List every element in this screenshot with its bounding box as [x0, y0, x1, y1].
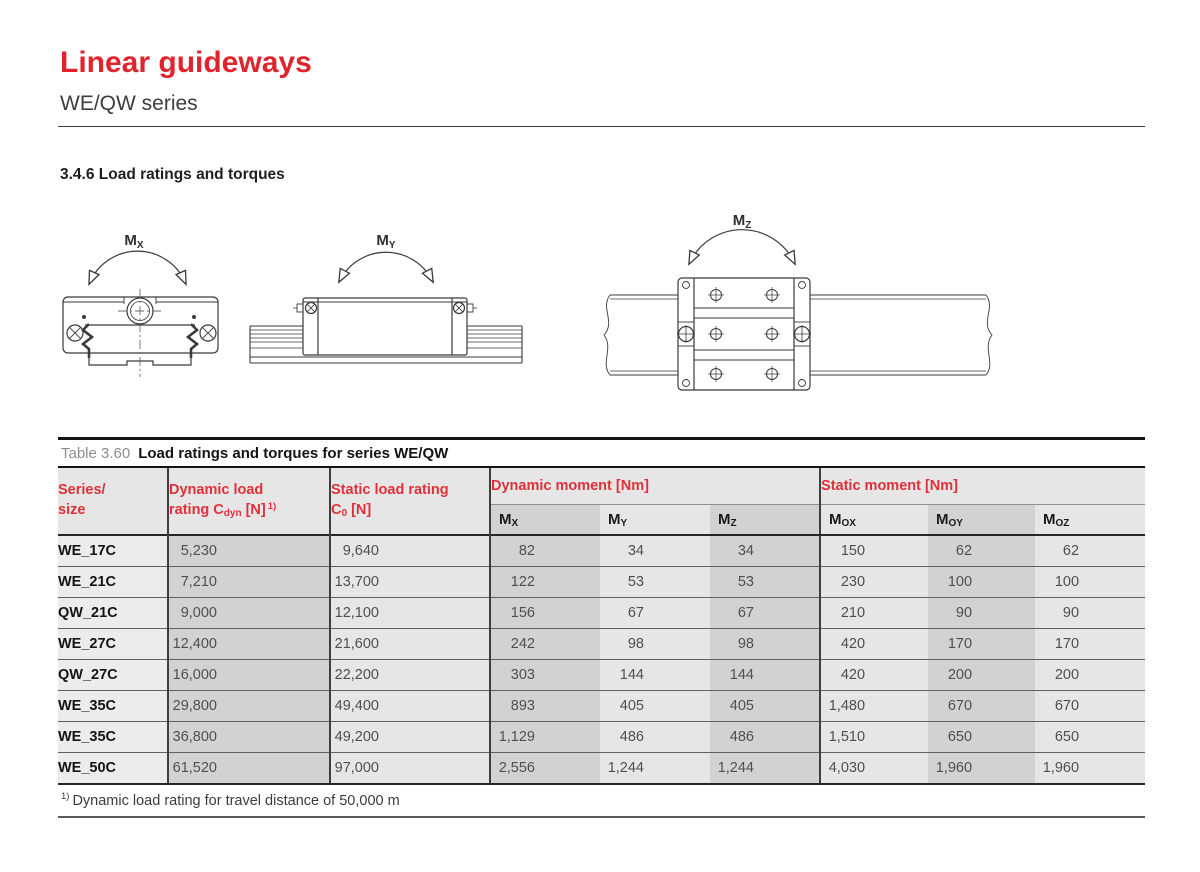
series-cell: WE_17C [58, 535, 168, 567]
value-cell: 5,230 [168, 535, 330, 567]
series-cell: WE_27C [58, 629, 168, 660]
table-row [58, 660, 1145, 691]
value-cell: 230 [820, 567, 928, 598]
rotation-arrow-mx [90, 251, 185, 282]
value-cell: 61,520 [168, 753, 330, 785]
value-cell: 150 [820, 535, 928, 567]
value-cell: 420 [820, 629, 928, 660]
footnote-text: Dynamic load rating for travel distance of 50,000 m [72, 793, 400, 809]
series-cell: WE_50C [58, 753, 168, 785]
value-cell: 13,700 [330, 567, 490, 598]
table-row [58, 567, 1145, 598]
value-cell: 420 [820, 660, 928, 691]
rotation-arrow-my [340, 252, 432, 280]
load-ratings-table [58, 468, 1145, 785]
value-cell: 67 [600, 598, 710, 629]
header-moy: $M_{OY}$ [928, 505, 1035, 536]
rail-break-right [986, 295, 992, 375]
table-row [58, 598, 1145, 629]
value-cell: 122 [490, 567, 600, 598]
value-cell: 9,640 [330, 535, 490, 567]
moment-label-mx: $M_X$ [124, 232, 144, 251]
value-cell: 36,800 [168, 722, 330, 753]
header-dynamic-load-rating: Dynamic load rating $C_{dyn}$ [N] $^{1)}$ [168, 468, 330, 535]
value-cell: 170 [1035, 629, 1145, 660]
value-cell: 7,210 [168, 567, 330, 598]
value-cell: 29,800 [168, 691, 330, 722]
value-cell: 98 [600, 629, 710, 660]
value-cell: 144 [600, 660, 710, 691]
value-cell: 98 [710, 629, 820, 660]
load-ratings-table-block [58, 437, 1145, 818]
value-cell: 34 [600, 535, 710, 567]
value-cell: 49,200 [330, 722, 490, 753]
series-cell: QW_21C [58, 598, 168, 629]
section-heading: 3.4.6 Load ratings and torques [60, 166, 285, 183]
value-cell: 1,960 [1035, 753, 1145, 785]
table-number: Table 3.60 [61, 444, 131, 462]
series-cell: WE_21C [58, 567, 168, 598]
series-cell: WE_35C [58, 691, 168, 722]
value-cell: 16,000 [168, 660, 330, 691]
value-cell: 1,129 [490, 722, 600, 753]
value-cell: 53 [710, 567, 820, 598]
footnote [58, 785, 1145, 818]
value-cell: 4,030 [820, 753, 928, 785]
header-dynamic-moment-group: Dynamic moment [Nm] [490, 468, 820, 505]
footnote-marker: 1) [61, 791, 70, 802]
header-mz: $M_Z$ [710, 505, 820, 536]
value-cell: 405 [600, 691, 710, 722]
rail-break-left [604, 295, 610, 375]
value-cell: 486 [600, 722, 710, 753]
value-cell: 49,400 [330, 691, 490, 722]
series-cell: QW_27C [58, 660, 168, 691]
value-cell: 21,600 [330, 629, 490, 660]
value-cell: 144 [710, 660, 820, 691]
value-cell: 650 [1035, 722, 1145, 753]
grease-nipple-right [467, 304, 473, 312]
page-title: Linear guideways [60, 46, 312, 79]
value-cell: 62 [928, 535, 1035, 567]
diagram-side-view-my [248, 218, 526, 370]
header-static-load-rating: Static load rating $C_0$ [N] [330, 468, 490, 535]
moment-label-my: $M_Y$ [376, 232, 396, 251]
table-row [58, 629, 1145, 660]
value-cell: 97,000 [330, 753, 490, 785]
value-cell: 1,244 [600, 753, 710, 785]
value-cell: 67 [710, 598, 820, 629]
value-cell: 22,200 [330, 660, 490, 691]
header-static-moment-group: Static moment [Nm] [820, 468, 1145, 505]
value-cell: 100 [928, 567, 1035, 598]
value-cell: 200 [1035, 660, 1145, 691]
table-row [58, 691, 1145, 722]
value-cell: 62 [1035, 535, 1145, 567]
value-cell: 1,244 [710, 753, 820, 785]
value-cell: 210 [820, 598, 928, 629]
value-cell: 650 [928, 722, 1035, 753]
value-cell: 34 [710, 535, 820, 567]
header-my: $M_Y$ [600, 505, 710, 536]
value-cell: 90 [928, 598, 1035, 629]
diagram-front-view-mx [58, 218, 233, 383]
value-cell: 1,960 [928, 753, 1035, 785]
value-cell: 200 [928, 660, 1035, 691]
value-cell: 170 [928, 629, 1035, 660]
diagram-top-view-mz [598, 198, 998, 398]
header-divider [58, 126, 1145, 127]
rotation-arrow-mz [690, 230, 794, 262]
grease-nipple-left [297, 304, 303, 312]
table-caption [58, 437, 1145, 468]
header-series-size: Series/ size [58, 468, 168, 535]
carriage-block [293, 298, 477, 355]
series-cell: WE_35C [58, 722, 168, 753]
value-cell: 303 [490, 660, 600, 691]
value-cell: 1,510 [820, 722, 928, 753]
value-cell: 12,400 [168, 629, 330, 660]
value-cell: 242 [490, 629, 600, 660]
table-row [58, 722, 1145, 753]
value-cell: 670 [1035, 691, 1145, 722]
moment-label-mz: $M_Z$ [732, 212, 752, 231]
value-cell: 12,100 [330, 598, 490, 629]
table-row [58, 535, 1145, 567]
value-cell: 9,000 [168, 598, 330, 629]
value-cell: 670 [928, 691, 1035, 722]
page-subtitle: WE/QW series [60, 92, 198, 115]
table-body [58, 535, 1145, 784]
value-cell: 486 [710, 722, 820, 753]
header-mx: $M_X$ [490, 505, 600, 536]
value-cell: 1,480 [820, 691, 928, 722]
value-cell: 100 [1035, 567, 1145, 598]
value-cell: 893 [490, 691, 600, 722]
value-cell: 2,556 [490, 753, 600, 785]
value-cell: 156 [490, 598, 600, 629]
value-cell: 90 [1035, 598, 1145, 629]
value-cell: 82 [490, 535, 600, 567]
header-mox: $M_{OX}$ [820, 505, 928, 536]
carriage-block [677, 278, 811, 390]
value-cell: 405 [710, 691, 820, 722]
value-cell: 53 [600, 567, 710, 598]
header-moz: $M_{OZ}$ [1035, 505, 1145, 536]
table-row [58, 753, 1145, 785]
table-title: Load ratings and torques for series WE/QW [138, 444, 449, 462]
